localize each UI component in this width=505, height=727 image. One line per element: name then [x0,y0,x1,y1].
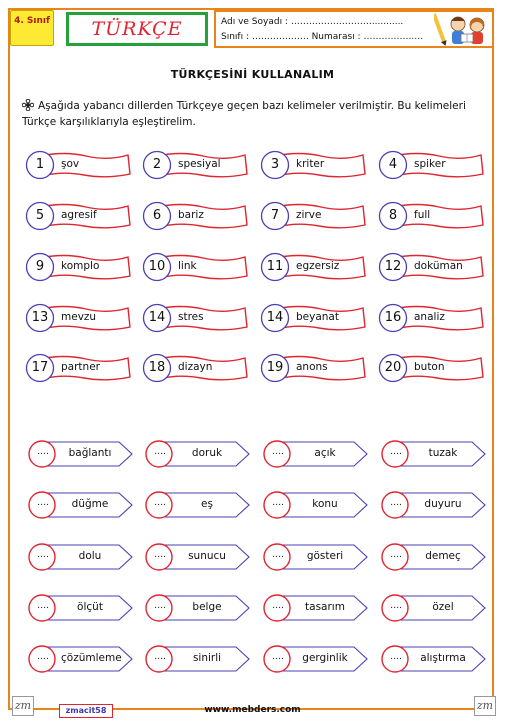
numbered-word-item [24,353,132,383]
turkish-word: belge [192,601,222,613]
turkish-word: çözümleme [61,652,122,664]
footer-website: www.mebders.com [204,705,301,715]
grade-badge [10,10,54,46]
answer-blank[interactable]: …. [37,652,49,662]
item-number: 17 [31,360,49,375]
footer-logo-left: zm [12,696,34,716]
numbered-word-item [141,252,249,282]
item-number: 14 [148,310,166,325]
turkish-answer-item [27,439,135,469]
turkish-answer-item [262,490,370,520]
item-number: 12 [384,259,402,274]
numbered-word-item [377,150,485,180]
turkish-answer-item [380,542,488,572]
turkish-word: dolu [78,550,102,562]
numbered-word-item [259,201,367,231]
answer-blank[interactable]: …. [37,550,49,560]
answer-blank[interactable]: …. [37,447,49,457]
numbered-word-item [259,353,367,383]
answer-blank[interactable]: …. [37,498,49,508]
turkish-answer-item [262,542,370,572]
turkish-answer-item [27,644,135,674]
turkish-answer-item [144,644,252,674]
turkish-word: tuzak [428,447,458,459]
foreign-word: mevzu [61,311,97,323]
item-number: 20 [384,360,402,375]
turkish-word: sinirli [192,652,222,664]
answer-blank[interactable]: …. [154,447,166,457]
item-number: 5 [35,208,45,223]
numbered-word-item [377,353,485,383]
numbered-word-item [377,252,485,282]
turkish-answer-item [262,644,370,674]
item-number: 13 [31,310,49,325]
foreign-word: bariz [178,209,204,221]
turkish-word: konu [312,498,338,510]
turkish-answer-item [380,593,488,623]
turkish-answer-item [27,593,135,623]
item-number: 18 [148,360,166,375]
foreign-word: şov [61,158,80,170]
foreign-word: buton [414,361,445,373]
turkish-answer-item [262,593,370,623]
turkish-word: gerginlik [302,652,348,664]
turkish-answer-item [380,490,488,520]
grade-badge-text: 4. Sınıf [14,16,50,26]
turkish-word: özel [432,601,454,613]
answer-blank[interactable]: …. [390,652,402,662]
item-number: 19 [266,360,284,375]
answer-blank[interactable]: …. [154,550,166,560]
answer-blank[interactable]: …. [154,498,166,508]
turkish-answer-item [144,439,252,469]
numbered-word-item [24,201,132,231]
foreign-word: full [414,209,431,221]
answer-blank[interactable]: …. [390,498,402,508]
numbered-word-item [259,150,367,180]
flower-bullet-icon [22,99,34,111]
turkish-word: demeç [425,550,461,562]
answer-blank[interactable]: …. [154,601,166,611]
foreign-word: zirve [296,209,322,221]
turkish-answer-item [144,593,252,623]
foreign-word: dizayn [178,361,213,373]
foreign-word: doküman [414,260,463,272]
turkish-answer-item [144,542,252,572]
item-number: 1 [35,157,45,172]
instruction-text [22,98,482,130]
foreign-word: analiz [414,311,445,323]
footer-logo-right: zm [474,696,496,716]
turkish-answer-item [380,644,488,674]
item-number: 4 [388,157,398,172]
answer-blank[interactable]: …. [272,601,284,611]
turkish-word: duyuru [424,498,462,510]
foreign-word: egzersiz [296,260,340,272]
turkish-word: eş [201,498,213,510]
student-class-line: Sınıfı : ………………. Numarası : …………….…. [221,32,424,42]
turkish-word: açık [314,447,336,459]
item-number: 7 [270,208,280,223]
item-number: 14 [266,310,284,325]
turkish-word: doruk [191,447,223,459]
foreign-word: komplo [61,260,100,272]
foreign-word: partner [61,361,100,373]
numbered-word-item [259,303,367,333]
instruction-body: Aşağıda yabancı dillerden Türkçeye geçen bazı kelimeler verilmiştir. Bu kelimeleri Türkçe karşılıklarıyla eşleştirelim. [22,100,466,128]
item-number: 9 [35,259,45,274]
kids-reading-illustration [434,10,494,48]
numbered-word-item [377,303,485,333]
answer-blank[interactable]: …. [390,550,402,560]
subject-title: TÜRKÇE [66,12,208,46]
item-number: 3 [270,157,280,172]
answer-blank[interactable]: …. [272,550,284,560]
turkish-word: alıştırma [420,652,466,664]
numbered-word-item [141,150,249,180]
foreign-word: stres [178,311,204,323]
student-name-line: Adı ve Soyadı : ………………………........... [221,17,404,27]
item-number: 6 [152,208,162,223]
turkish-word: sunucu [188,550,226,562]
answer-blank[interactable]: …. [272,498,284,508]
turkish-word: tasarım [305,601,345,613]
turkish-answer-item [262,439,370,469]
turkish-word: gösteri [306,550,344,562]
foreign-word: anons [296,361,328,373]
foreign-word: spiker [414,158,446,170]
numbered-word-item [141,201,249,231]
numbered-word-item [259,252,367,282]
item-number: 2 [152,157,162,172]
foreign-word: link [178,260,197,272]
answer-blank[interactable]: …. [390,447,402,457]
foreign-word: beyanat [296,311,339,323]
foreign-word: spesiyal [178,158,221,170]
foreign-word: agresif [61,209,97,221]
answer-blank[interactable]: …. [272,447,284,457]
numbered-word-item [24,303,132,333]
numbered-word-item [141,303,249,333]
answer-blank[interactable]: …. [390,601,402,611]
page-title: TÜRKÇESİNİ KULLANALIM [170,68,335,81]
answer-blank[interactable]: …. [37,601,49,611]
numbered-word-item [24,150,132,180]
answer-blank[interactable]: …. [154,652,166,662]
footer-author-tag: zmacit58 [59,704,113,718]
turkish-answer-item [27,542,135,572]
foreign-word: kriter [296,158,325,170]
numbered-word-item [24,252,132,282]
turkish-word: düğme [71,498,109,510]
item-number: 8 [388,208,398,223]
turkish-answer-item [27,490,135,520]
item-number: 16 [384,310,402,325]
turkish-answer-item [144,490,252,520]
numbered-word-item [141,353,249,383]
answer-blank[interactable]: …. [272,652,284,662]
item-number: 10 [148,259,166,274]
turkish-word: ölçüt [77,601,103,613]
turkish-word: bağlantı [68,447,112,459]
numbered-word-item [377,201,485,231]
turkish-answer-item [380,439,488,469]
item-number: 11 [266,259,284,274]
